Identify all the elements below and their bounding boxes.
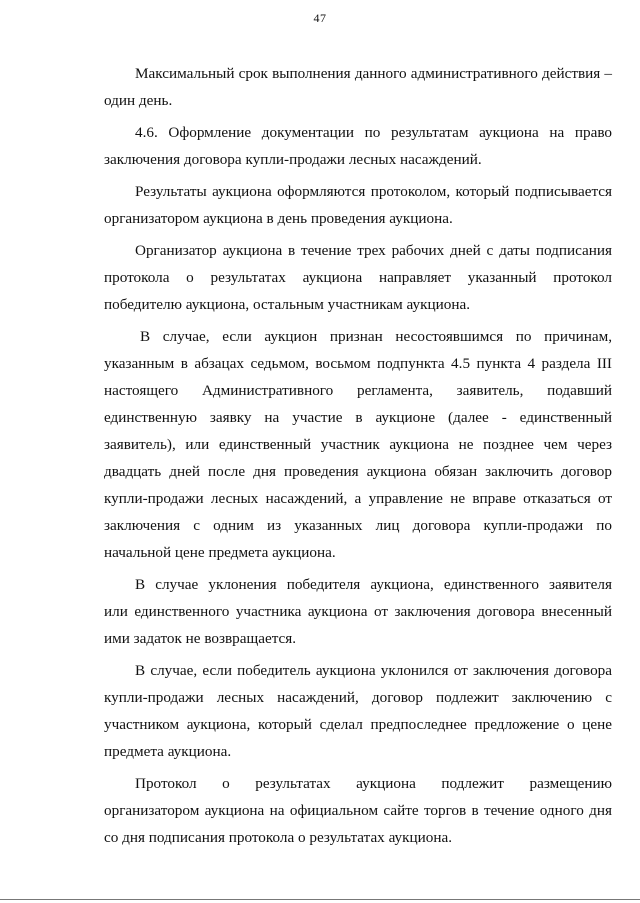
paragraph-protocol-publication (104, 770, 612, 851)
text-line: один день. (104, 92, 173, 109)
text-line: предмета аукциона. (104, 743, 232, 760)
text-line: купли-продажи лесных насаждений, а управление не вправе отказаться от (104, 490, 612, 507)
text-line: В случае уклонения победителя аукциона, единственного заявителя (135, 576, 612, 593)
text-line: заявитель), или единственный участник аукциона не позднее чем через (104, 436, 612, 453)
text-line: Результаты аукциона оформляются протоколом, который подписывается (135, 183, 612, 200)
text-line: заключения договора купли-продажи лесных насаждений. (104, 151, 482, 168)
text-line: Протокол о результатах аукциона подлежит размещению (135, 775, 612, 792)
text-line: организатором аукциона на официальном сайте торгов в течение одного дня (104, 802, 612, 819)
text-line: 4.6. Оформление документации по результатам аукциона на право (135, 124, 612, 141)
text-line: со дня подписания протокола о результатах аукциона. (104, 829, 453, 846)
page-bottom-edge (0, 899, 640, 900)
text-line: победителю аукциона, остальным участникам аукциона. (104, 296, 471, 313)
text-line: настоящего Административного регламента, заявитель, подавший (104, 382, 612, 399)
text-line: В случае, если аукцион признан несостоявшимся по причинам, (140, 328, 612, 345)
paragraph-organizer-sends (104, 237, 612, 318)
text-line: участником аукциона, который сделал предпоследнее предложение о цене (104, 716, 612, 733)
paragraph-max-term (104, 60, 612, 114)
text-line: или единственного участника аукциона от заключения договора внесенный (104, 603, 612, 620)
text-line: В случае, если победитель аукциона уклонился от заключения договора (135, 662, 612, 679)
page-number: 47 (313, 11, 327, 25)
text-line: Максимальный срок выполнения данного административного действия – (135, 65, 612, 82)
document-body (104, 60, 612, 856)
text-line: единственную заявку на участие в аукционе (далее - единственный (104, 409, 612, 426)
text-line: начальной цене предмета аукциона. (104, 544, 336, 561)
paragraph-failed-auction (104, 323, 612, 566)
paragraph-results-protocol (104, 178, 612, 232)
text-line: указанным в абзацах седьмом, восьмом подпункта 4.5 пункта 4 раздела III (104, 355, 612, 372)
paragraph-winner-evades (104, 657, 612, 765)
text-line: организатором аукциона в день проведения аукциона. (104, 210, 453, 227)
text-line: купли-продажи лесных насаждений, договор подлежит заключению с (104, 689, 612, 706)
text-line: заключения с одним из указанных лиц договора купли-продажи по (104, 517, 612, 534)
text-line: ими задаток не возвращается. (104, 630, 297, 647)
text-line: двадцать дней после дня проведения аукциона обязан заключить договор (104, 463, 612, 480)
paragraph-deposit-not-returned (104, 571, 612, 652)
paragraph-section-4-6 (104, 119, 612, 173)
text-line: протокола о результатах аукциона направляет указанный протокол (104, 269, 612, 286)
text-line: Организатор аукциона в течение трех рабочих дней с даты подписания (135, 242, 612, 259)
